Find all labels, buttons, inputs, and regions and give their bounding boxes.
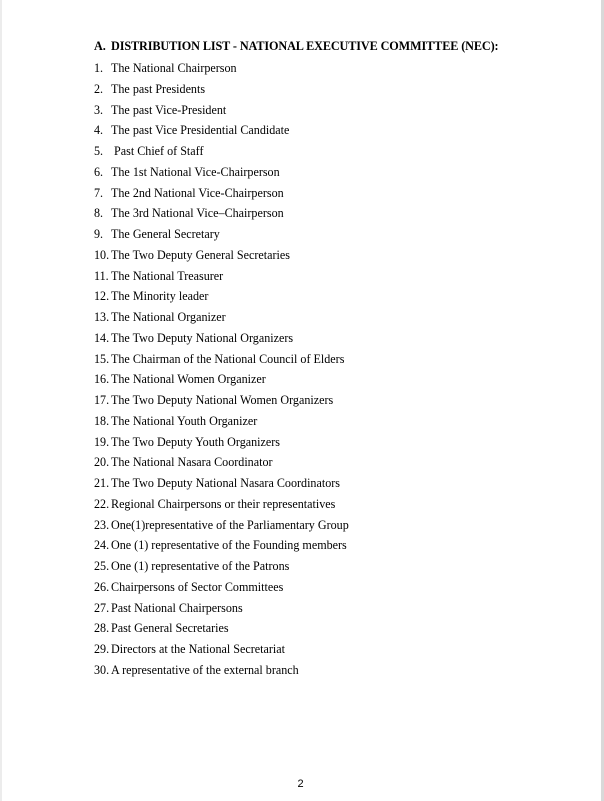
list-item-text: One (1) representative of the Founding members <box>111 538 347 553</box>
list-item-number: 27. <box>94 600 110 615</box>
list-item-text: The Two Deputy Youth Organizers <box>111 434 281 449</box>
list-item-number: 20. <box>94 455 110 470</box>
list-item <box>94 390 574 411</box>
list-item-text: Past General Secretaries <box>111 621 229 636</box>
list-item-text: The 3rd National Vice–Chairperson <box>111 206 284 221</box>
page-content <box>94 38 574 681</box>
list-item-number: 22. <box>94 496 110 511</box>
list-item <box>94 349 574 370</box>
list-item-text: The National Youth Organizer <box>111 413 258 428</box>
section-heading <box>94 38 574 58</box>
list-item <box>94 307 574 328</box>
list-item <box>94 556 574 577</box>
list-item-number: 24. <box>94 538 110 553</box>
list-item-number: 8. <box>94 206 104 221</box>
list-item-number: 10. <box>94 247 110 262</box>
list-item-text: The 1st National Vice-Chairperson <box>111 164 280 179</box>
list-item-text: The Two Deputy General Secretaries <box>111 247 290 262</box>
list-item <box>94 411 574 432</box>
list-item <box>94 162 574 183</box>
list-item-text: Past National Chairpersons <box>111 600 243 615</box>
list-item-text: The General Secretary <box>111 227 220 241</box>
list-item-number: 14. <box>94 330 110 345</box>
list-item-text: The past Vice Presidential Candidate <box>111 123 290 138</box>
list-item <box>94 618 574 639</box>
list-item-number: 13. <box>94 310 110 324</box>
list-item-text: The past Presidents <box>111 81 206 96</box>
list-item <box>94 432 574 453</box>
list-item <box>94 660 574 681</box>
list-item <box>94 535 574 556</box>
list-item-text: One(1)representative of the Parliamentary Group <box>111 517 349 532</box>
list-item <box>94 245 574 266</box>
list-item <box>94 328 574 349</box>
list-item-text: The Minority leader <box>111 289 209 304</box>
distribution-list <box>94 58 574 681</box>
list-item-text: The National Women Organizer <box>111 372 266 387</box>
list-item <box>94 473 574 494</box>
list-item-text: The National Treasurer <box>111 268 224 283</box>
list-item-text: The past Vice-President <box>111 102 227 117</box>
list-item-number: 25. <box>94 559 110 573</box>
list-item-text: The Two Deputy National Women Organizers <box>111 393 334 407</box>
list-item-text: The Two Deputy National Organizers <box>111 330 294 345</box>
list-item <box>94 203 574 224</box>
list-item <box>94 286 574 307</box>
list-item <box>94 515 574 536</box>
list-item-number: 26. <box>94 579 110 594</box>
list-item <box>94 58 574 79</box>
list-item-text: The National Chairperson <box>111 61 237 75</box>
list-item <box>94 224 574 245</box>
list-item <box>94 120 574 141</box>
list-item-number: 18. <box>94 413 110 428</box>
page-number: 2 <box>297 778 304 790</box>
list-item-number: 9. <box>94 227 104 241</box>
list-item <box>94 598 574 619</box>
list-item-text: One (1) representative of the Patrons <box>111 559 290 573</box>
list-item-text: The Two Deputy National Nasara Coordinators <box>111 476 340 490</box>
list-item-number: 30. <box>94 662 110 677</box>
list-item-text: The 2nd National Vice-Chairperson <box>111 185 284 200</box>
list-item-number: 17. <box>94 393 110 407</box>
list-item-text: A representative of the external branch <box>111 662 299 677</box>
list-item-number: 4. <box>94 123 104 138</box>
section-title: DISTRIBUTION LIST - NATIONAL EXECUTIVE COMMITTEE (NEC): <box>111 39 499 53</box>
list-item <box>94 494 574 515</box>
list-item-number: 2. <box>94 81 104 96</box>
list-item <box>94 100 574 121</box>
page-edge <box>0 0 2 801</box>
list-item-number: 7. <box>94 185 104 200</box>
list-item-number: 28. <box>94 621 110 636</box>
list-item <box>94 266 574 287</box>
list-item <box>94 141 574 162</box>
list-item-text: Regional Chairpersons or their representatives <box>111 496 336 511</box>
list-item-text: Chairpersons of Sector Committees <box>111 579 284 594</box>
list-item-number: 5. <box>94 144 104 158</box>
list-item-number: 12. <box>94 289 110 304</box>
list-item-text: Past Chief of Staff <box>111 144 204 158</box>
list-item <box>94 577 574 598</box>
list-item-number: 1. <box>94 61 104 75</box>
list-item <box>94 79 574 100</box>
list-item-number: 23. <box>94 517 110 532</box>
list-item-text: The National Organizer <box>111 310 226 324</box>
list-item-text: Directors at the National Secretariat <box>111 642 285 656</box>
list-item-number: 11. <box>94 268 109 283</box>
list-item-text: The Chairman of the National Council of Elders <box>111 351 345 366</box>
list-item <box>94 183 574 204</box>
list-item <box>94 639 574 660</box>
list-item <box>94 369 574 390</box>
list-item-number: 15. <box>94 351 110 366</box>
list-item-number: 29. <box>94 642 110 656</box>
list-item-text: The National Nasara Coordinator <box>111 455 273 470</box>
list-item-number: 3. <box>94 102 104 117</box>
list-item-number: 16. <box>94 372 110 387</box>
list-item-number: 19. <box>94 434 110 449</box>
list-item <box>94 452 574 473</box>
list-item-number: 21. <box>94 476 110 490</box>
list-item-number: 6. <box>94 164 104 179</box>
section-letter: A. <box>94 39 106 53</box>
